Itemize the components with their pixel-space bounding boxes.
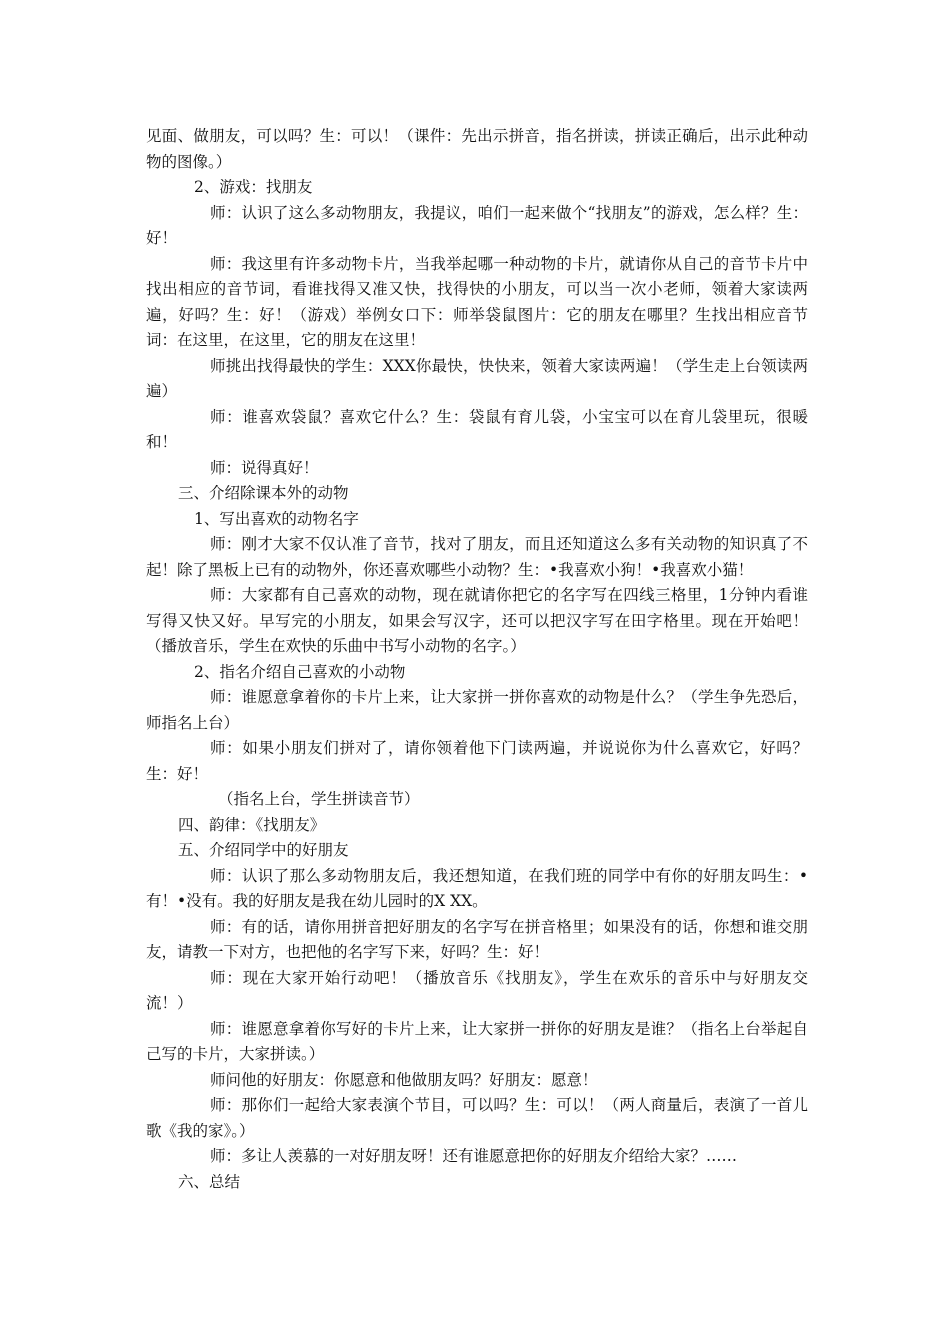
section-heading: 六、总结	[178, 1172, 241, 1191]
document-body	[146, 124, 808, 1195]
stage-note: （指名上台，学生拼读音节）	[218, 790, 420, 808]
section-heading: 四、韵律：《找朋友》	[178, 815, 326, 834]
subheading: 1、写出喜欢的动物名字	[194, 509, 359, 528]
paragraph: 师：认识了那么多动物朋友后，我还想知道，在我们班的同学中有你的好朋友吗生：•有！•没有。我的好朋友是我在幼儿园时的X XX。	[146, 866, 808, 910]
paragraph: 师：谁喜欢袋鼠？喜欢它什么？生：袋鼠有育儿袋，小宝宝可以在育儿袋里玩，很暖和！	[146, 407, 808, 451]
paragraph: 师：说得真好！	[210, 458, 319, 477]
paragraph: 师：现在大家开始行动吧！（播放音乐《找朋友》，学生在欢乐的音乐中与好朋友交流！）	[146, 968, 808, 1012]
paragraph: 师：认识了这么多动物朋友，我提议，咱们一起来做个“找朋友”的游戏，怎么样？生：好！	[146, 203, 808, 247]
paragraph: 师：谁愿意拿着你的卡片上来，让大家拼一拼你喜欢的动物是什么？（学生争先恐后，师指名上台）	[146, 688, 808, 732]
section-heading: 三、介绍除课本外的动物	[178, 484, 349, 502]
subheading: 2、指名介绍自己喜欢的小动物	[194, 662, 406, 681]
paragraph: 师：如果小朋友们拼对了，请你领着他下门读两遍，并说说你为什么喜欢它，好吗？生：好！	[146, 739, 808, 783]
section-heading: 五、介绍同学中的好朋友	[178, 841, 349, 859]
paragraph: 师：刚才大家不仅认准了音节，找对了朋友，而且还知道这么多有关动物的知识真了不起！除了黑板上已有的动物外，你还喜欢哪些小动物？生：•我喜欢小狗！•我喜欢小猫！	[146, 535, 808, 579]
paragraph: 师：大家都有自己喜欢的动物，现在就请你把它的名字写在四线三格里，1分钟内看谁写得又快又好。早写完的小朋友，如果会写汉字，还可以把汉字写在田字格里。现在开始吧！（播放音乐，学生在欢快的乐曲中书写小动物的名字。）	[146, 586, 808, 655]
paragraph: 师挑出找得最快的学生：XXX你最快，快快来，领着大家读两遍！（学生走上台领读两遍）	[146, 356, 808, 400]
paragraph: 师：多让人羡慕的一对好朋友呀！还有谁愿意把你的好朋友介绍给大家？……	[210, 1147, 738, 1165]
paragraph: 见面、做朋友，可以吗？生：可以！（课件：先出示拼音，指名拼读，拼读正确后，出示此种动物的图像。）	[146, 127, 808, 171]
paragraph: 师问他的好朋友：你愿意和他做朋友吗？好朋友：愿意！	[210, 1070, 598, 1089]
subheading: 2、游戏：找朋友	[194, 178, 313, 196]
paragraph: 师：我这里有许多动物卡片，当我举起哪一种动物的卡片，就请你从自己的音节卡片中找出相应的音节词，看谁找得又准又快，找得快的小朋友，可以当一次小老师，领着大家读两遍，好吗？生：好！（游戏）举例女口下：师举袋鼠图片：它的朋友在哪里？生找出相应音节词：在这里，在这里，它的朋友在这里！	[146, 254, 808, 349]
paragraph: 师：有的话，请你用拼音把好朋友的名字写在拼音格里；如果没有的话，你想和谁交朋友，请教一下对方，也把他的名字写下来，好吗？生：好！	[146, 917, 808, 961]
paragraph: 师：谁愿意拿着你写好的卡片上来，让大家拼一拼你的好朋友是谁？（指名上台举起自己写的卡片，大家拼读。）	[146, 1019, 808, 1063]
paragraph: 师：那你们一起给大家表演个节目，可以吗？生：可以！（两人商量后，表演了一首儿歌《我的家》。）	[146, 1096, 808, 1140]
